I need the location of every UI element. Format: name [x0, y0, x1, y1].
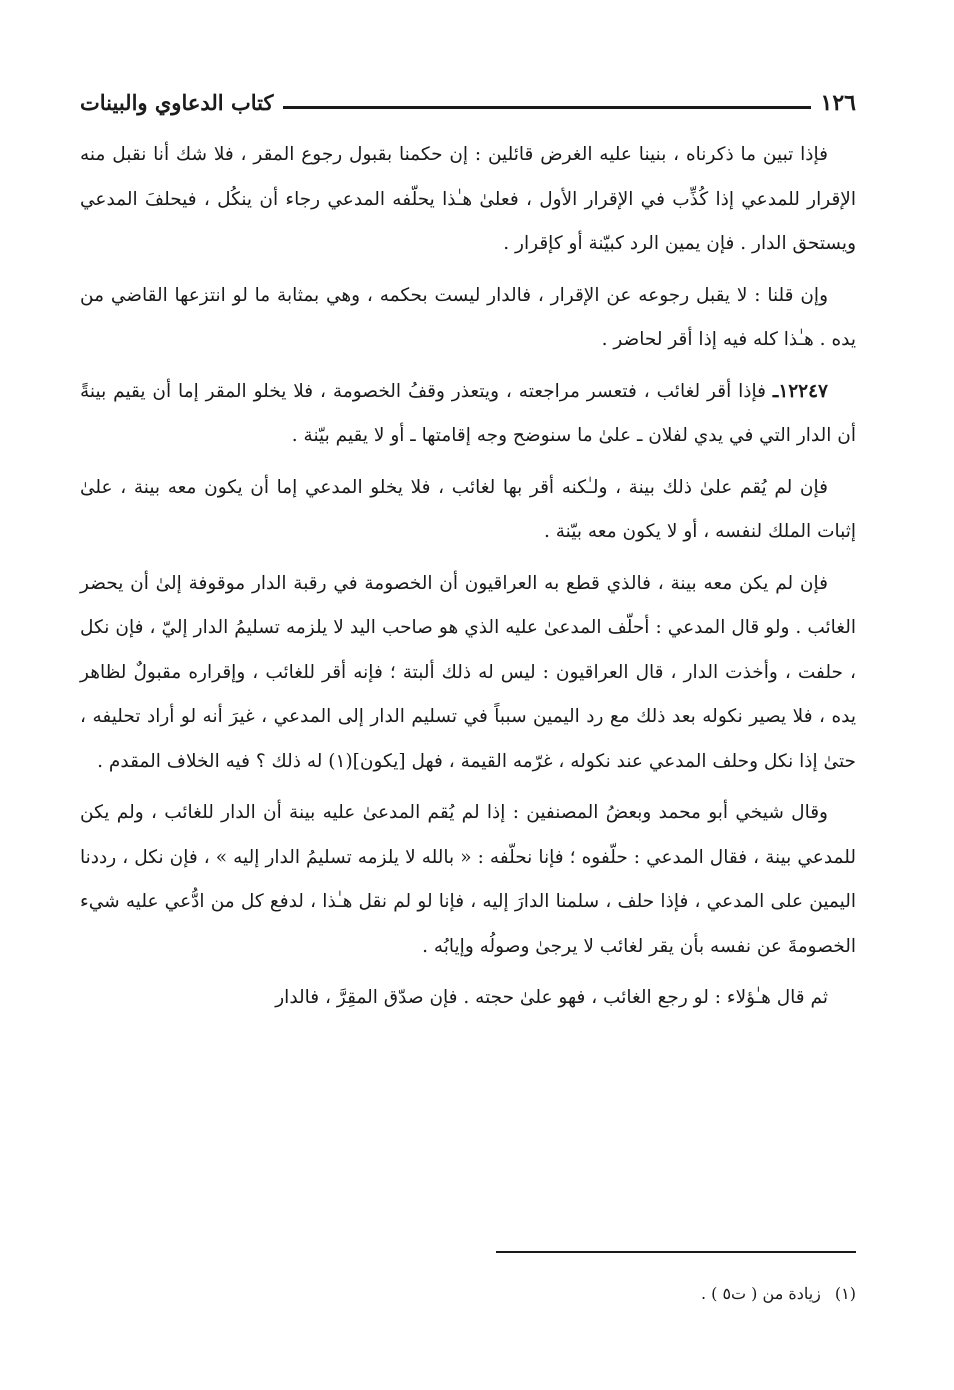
paragraph-text: فإن لم يُقم علىٰ ذلك بينة ، ولـٰكنه أقر بها لغائب ، فلا يخلو المدعي إما أن يكون معه بينة ، علىٰ إثبات الملك لنفسه ، أو لا يكون معه بيّنة .	[80, 476, 856, 542]
paragraph-text: وإن قلنا : لا يقبل رجوعه عن الإقرار ، فالدار ليست بحكمه ، وهي بمثابة ما لو انتزعها القاضي من يده . هـٰذا كله فيه إذا أقر لحاضر .	[80, 284, 856, 350]
paragraph-text: فإذا تبين ما ذكرناه ، بنينا عليه الغرض قائلين : إن حكمنا بقبول رجوع المقر ، فلا شك أنا نقبل منه الإقرار للمدعي إذا كُذِّب في الإقرار الأول ، فعلىٰ هـٰذا يحلّفه المدعي رجاء أن ينكُل ، فيحلفَ المدعي ويستحق الدار . فإن يمين الرد كبيّنة أو كإقرار .	[80, 144, 856, 254]
section-number: ١٢٢٤٧ـ	[772, 380, 828, 402]
paragraph	[80, 133, 856, 267]
footnote	[701, 1282, 856, 1306]
paragraph	[80, 562, 856, 785]
footnote-rule	[496, 1251, 856, 1253]
paragraph-text: وقال شيخي أبو محمد وبعضُ المصنفين : إذا لم يُقم المدعىٰ عليه بينة أن الدار للغائب ، ولم يكن للمدعي بينة ، فقال المدعي : حلّفوه ؛ فإنا نحلّفه : « بالله لا يلزمه تسليمُ الدار إليه » ، فإن نكل ، رددنا اليمين على المدعي ، فإذا حلف ، سلمنا الدارَ إليه ، فإنا لو لم نقل هـٰذا ، لدفع كل من ادُّعي عليه شيء الخصومةَ عن نفسه بأن يقر لغائب لا يرجىٰ وصولُه وإيابُه .	[80, 802, 856, 957]
body-text	[80, 133, 856, 1028]
page-number: ١٢٦	[820, 90, 856, 116]
header-rule	[283, 106, 810, 109]
paragraph-text: فإن لم يكن معه بينة ، فالذي قطع به العراقيون أن الخصومة في رقبة الدار موقوفة إلىٰ أن يحضر الغائب . ولو قال المدعي : أحلّف المدعىٰ عليه الذي هو صاحب اليد لا يلزمه تسليمُ الدار إليّ ، فإن نكل ، حلفت ، وأخذت الدار ، قال العراقيون : ليس له ذلك ألبتة ؛ فإنه أقر للغائب ، وإقراره مقبولٌ لظاهر يده ، فلا يصير نكوله بعد ذلك مع رد اليمين سبباً في تسليم الدار إلى المدعي ، غيرَ أنه لو أراد تحليفه ، حتىٰ إذا نكل وحلف المدعي عند نكوله ، غرّمه القيمة ، فهل [يكون](١) له ذلك ؟ فيه الخلاف المقدم .	[80, 572, 856, 772]
paragraph	[80, 370, 856, 459]
paragraph	[80, 791, 856, 969]
footnote-text: زيادة من ( ت٥ ) .	[700, 1284, 821, 1303]
paragraph	[80, 976, 856, 1021]
page-header	[80, 82, 856, 116]
paragraph-text: ثم قال هـٰؤلاء : لو رجع الغائب ، فهو علىٰ حجته . فإن صدّق المقِرَّ ، فالدار	[275, 987, 828, 1008]
paragraph	[80, 274, 856, 363]
footnote-number: (١)	[834, 1284, 856, 1303]
paragraph	[80, 466, 856, 555]
book-title: كتاب الدعاوي والبينات	[80, 90, 274, 115]
paragraph-text: فإذا أقر لغائب ، فتعسر مراجعته ، ويتعذر وقفُ الخصومة ، فلا يخلو المقر إما أن يقيم بينةً أن الدار التي في يدي لفلان ـ علىٰ ما سنوضح وجه إقامتها ـ أو لا يقيم بيّنة .	[80, 380, 856, 446]
